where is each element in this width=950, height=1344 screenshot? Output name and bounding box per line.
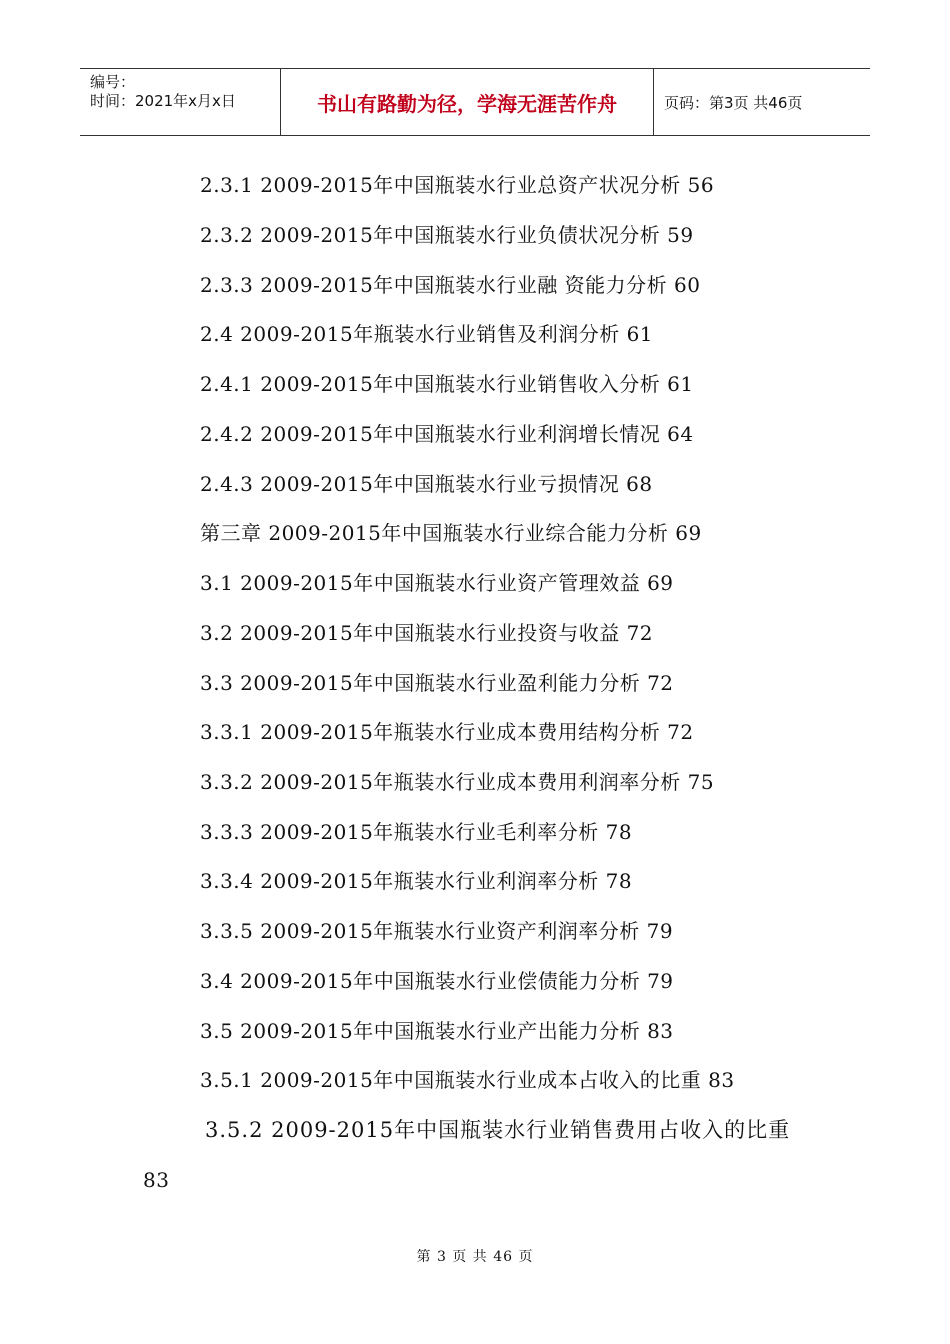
toc-line: 第三章 2009-2015年中国瓶装水行业综合能力分析 69	[200, 521, 702, 545]
toc-line: 3.5 2009-2015年中国瓶装水行业产出能力分析 83	[200, 1019, 674, 1043]
toc-line: 2.3.1 2009-2015年中国瓶装水行业总资产状况分析 56	[200, 173, 715, 197]
toc-line-page-number: 83	[143, 1168, 170, 1192]
document-time-label: 时间：2021年x月x日	[90, 92, 236, 110]
toc-line: 2.3.3 2009-2015年中国瓶装水行业融 资能力分析 60	[200, 273, 701, 297]
page-header	[80, 68, 870, 136]
toc-line: 3.1 2009-2015年中国瓶装水行业资产管理效益 69	[200, 571, 674, 595]
page-footer: 第 3 页 共 46 页	[416, 1249, 534, 1265]
toc-line: 3.5.1 2009-2015年中国瓶装水行业成本占收入的比重 83	[200, 1068, 735, 1092]
header-page-info: 页码：第3页 共46页	[664, 93, 803, 112]
toc-line: 3.3.1 2009-2015年瓶装水行业成本费用结构分析 72	[200, 720, 694, 744]
toc-line: 2.4.3 2009-2015年中国瓶装水行业亏损情况 68	[200, 472, 653, 496]
header-meta	[80, 69, 281, 135]
toc-line: 2.4 2009-2015年瓶装水行业销售及利润分析 61	[200, 322, 654, 346]
toc-line: 3.4 2009-2015年中国瓶装水行业偿债能力分析 79	[200, 969, 674, 993]
toc-line: 2.3.2 2009-2015年中国瓶装水行业负债状况分析 59	[200, 223, 694, 247]
toc-line: 3.5.2 2009-2015年中国瓶装水行业销售费用占收入的比重	[205, 1118, 791, 1142]
toc-line: 3.3.3 2009-2015年瓶装水行业毛利率分析 78	[200, 820, 633, 844]
toc-line: 3.3.2 2009-2015年瓶装水行业成本费用利润率分析 75	[200, 770, 715, 794]
document-number-label: 编号：	[90, 73, 136, 91]
toc-line: 2.4.1 2009-2015年中国瓶装水行业销售收入分析 61	[200, 372, 694, 396]
toc-line: 3.3.5 2009-2015年瓶装水行业资产利润率分析 79	[200, 919, 674, 943]
toc-line: 3.3 2009-2015年中国瓶装水行业盈利能力分析 72	[200, 671, 674, 695]
toc-line: 2.4.2 2009-2015年中国瓶装水行业利润增长情况 64	[200, 422, 694, 446]
toc-line: 3.2 2009-2015年中国瓶装水行业投资与收益 72	[200, 621, 654, 645]
toc-line: 3.3.4 2009-2015年瓶装水行业利润率分析 78	[200, 869, 633, 893]
header-motto: 书山有路勤为径，学海无涯苦作舟	[281, 69, 654, 135]
